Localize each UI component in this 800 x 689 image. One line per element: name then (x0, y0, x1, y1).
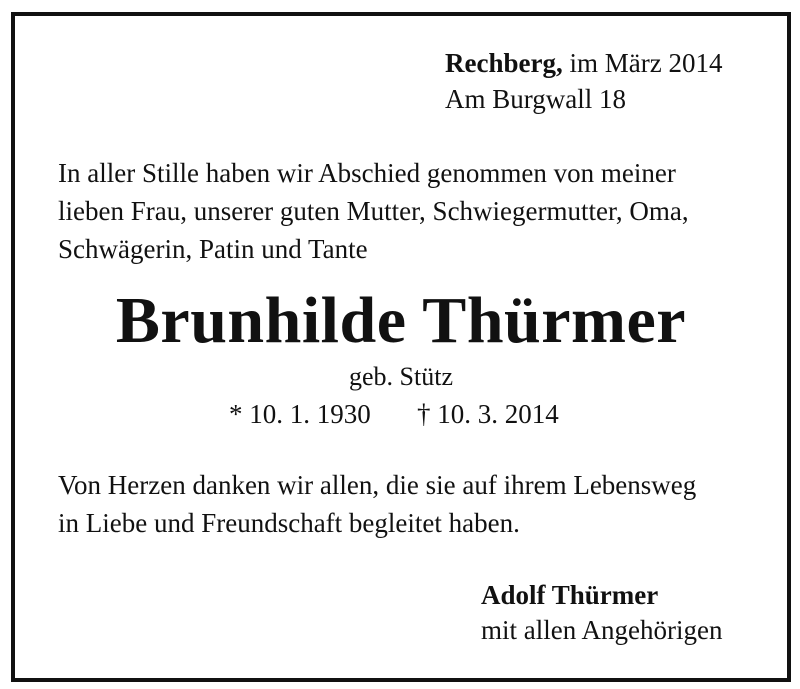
intro-line: Schwägerin, Patin und Tante (58, 234, 368, 264)
notice-date: im März 2014 (569, 48, 723, 78)
place-date-line (445, 46, 722, 80)
birth-date: * 10. 1. 1930 (229, 399, 371, 429)
maiden-name: geb. Stütz (349, 362, 453, 391)
deceased-name: Brunhilde Thürmer (115, 284, 687, 357)
signer-name: Adolf Thürmer (481, 580, 659, 610)
obituary-notice (11, 12, 791, 682)
thanks-line: Von Herzen danken wir allen, die sie auf ihrem Lebensweg (58, 470, 697, 500)
intro-line: In aller Stille haben wir Abschied genommen von meiner (58, 158, 676, 188)
thanks-text (58, 466, 696, 542)
address: Am Burgwall 18 (445, 84, 626, 114)
signer-subtitle: mit allen Angehörigen (481, 615, 723, 645)
death-date: † 10. 3. 2014 (417, 399, 559, 429)
intro-text (58, 154, 689, 268)
intro-line: lieben Frau, unserer guten Mutter, Schwiegermutter, Oma, (58, 196, 689, 226)
thanks-line: in Liebe und Freundschaft begleitet haben. (58, 508, 520, 538)
place-name: Rechberg, (445, 48, 563, 78)
